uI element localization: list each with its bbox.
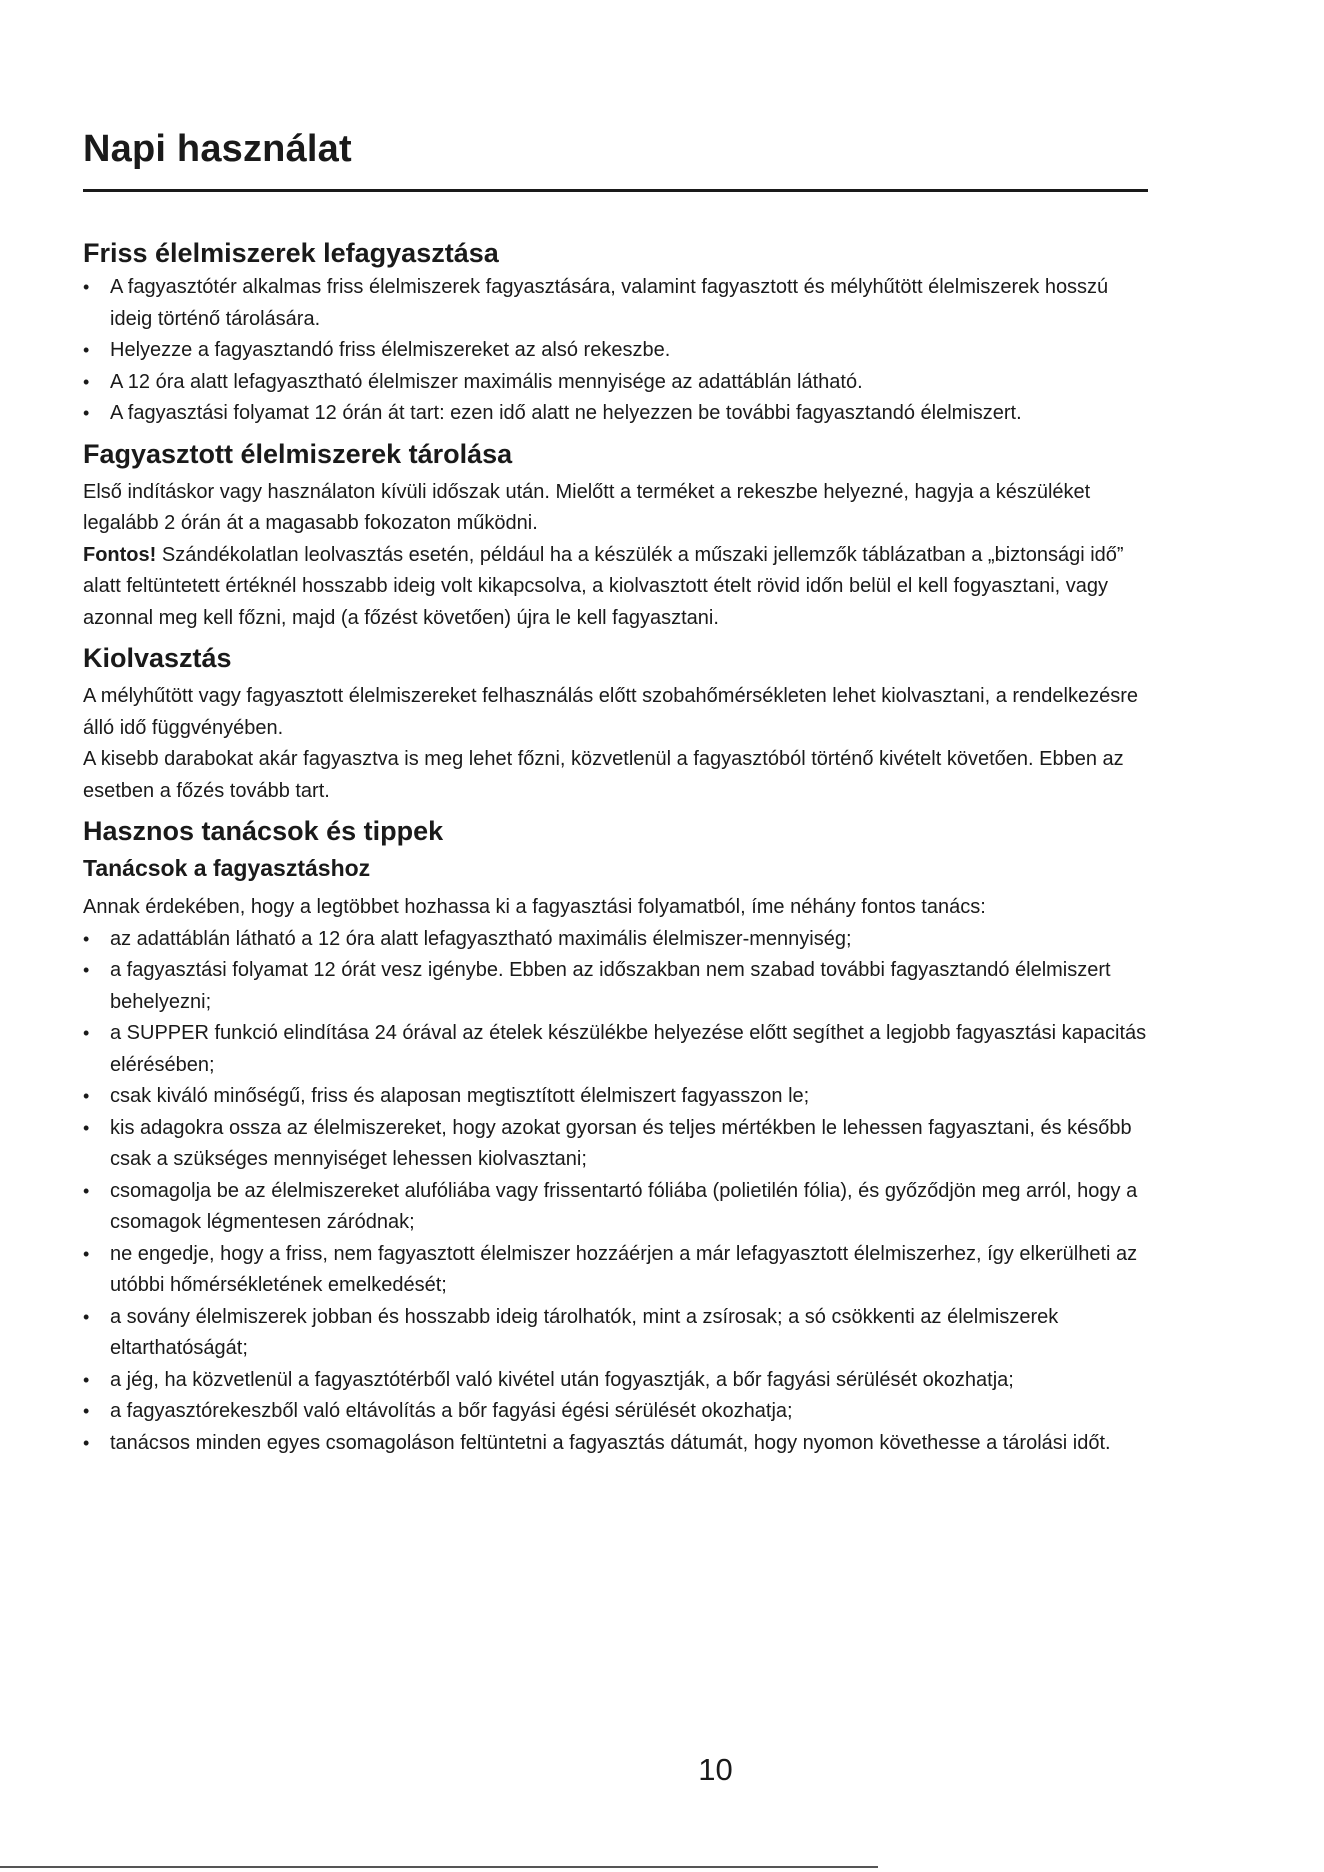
list-item: • a fagyasztási folyamat 12 órát vesz igénybe. Ebben az időszakban nem szabad további fagyasztandó élelmiszert behelyezni; bbox=[83, 955, 1148, 1018]
page-number: 10 bbox=[698, 1752, 733, 1787]
list-item: • csak kiváló minőségű, friss és alaposan megtisztított élelmiszert fagyasszon le; bbox=[83, 1081, 1148, 1113]
list-item: • a jég, ha közvetlenül a fagyasztótérből való kivétel után fogyasztják, a bőr fagyási sérülését okozhatja; bbox=[83, 1365, 1148, 1397]
section-thawing bbox=[83, 639, 1148, 807]
list-item: • tanácsos minden egyes csomagoláson feltüntetni a fagyasztás dátumát, hogy nyomon követhesse a tárolási időt. bbox=[83, 1428, 1148, 1460]
subheading-freezing-tips: Tanácsok a fagyasztáshoz bbox=[83, 855, 371, 881]
storage-paragraph: Első indításkor vagy használaton kívüli időszak után. Mielőtt a terméket a rekeszbe helyezné, hagyja a készüléket legalább 2 órán át a magasabb fokozaton működni. bbox=[83, 480, 1091, 534]
section-heading-fresh: Friss élelmiszerek lefagyasztása bbox=[83, 238, 499, 268]
important-label: Fontos! bbox=[83, 543, 157, 566]
thawing-paragraph-2: A kisebb darabokat akár fagyasztva is meg lehet főzni, közvetlenül a fagyasztóból történő kivételt követően. Ebben az esetben a főzés tovább tart. bbox=[83, 748, 1124, 802]
section-tips bbox=[83, 812, 1148, 1459]
page-title: Napi használat bbox=[83, 128, 352, 170]
list-item: • A fagyasztási folyamat 12 órán át tart: ezen idő alatt ne helyezzen be további fagyasztandó élelmiszert. bbox=[83, 398, 1148, 430]
section-heading-storage: Fagyasztott élelmiszerek tárolása bbox=[83, 438, 513, 469]
thawing-paragraph-1: A mélyhűtött vagy fagyasztott élelmiszereket felhasználás előtt szobahőmérsékleten lehet kiolvasztani, a rendelkezésre álló idő függvényében. bbox=[83, 685, 1138, 739]
section-fresh-freezing bbox=[83, 234, 1148, 430]
list-item: • A fagyasztótér alkalmas friss élelmiszerek fagyasztására, valamint fagyasztott és mélyhűtött élelmiszerek hosszú ideig történő tárolására. bbox=[83, 272, 1148, 335]
section-frozen-storage bbox=[83, 435, 1148, 635]
list-item: • az adattáblán látható a 12 óra alatt lefagyasztható maximális élelmiszer-mennyiség; bbox=[83, 924, 1148, 956]
list-item: • A 12 óra alatt lefagyasztható élelmiszer maximális mennyisége az adattáblán látható. bbox=[83, 367, 1148, 399]
list-item: • csomagolja be az élelmiszereket alufóliába vagy frissentartó fóliába (polietilén fólia), és győződjön meg arról, hogy a csomagok légmentesen záródnak; bbox=[83, 1176, 1148, 1239]
title-divider bbox=[83, 189, 1148, 192]
list-item: • a sovány élelmiszerek jobban és hosszabb ideig tárolhatók, mint a zsírosak; a só csökkenti az élelmiszerek eltarthatóságát; bbox=[83, 1302, 1148, 1365]
storage-important-paragraph bbox=[83, 540, 1148, 635]
list-item: • ne engedje, hogy a friss, nem fagyasztott élelmiszer hozzáérjen a már lefagyasztott élelmiszerhez, így elkerülheti az utóbbi hőmérsékletének emelkedését; bbox=[83, 1239, 1148, 1302]
list-item: • a SUPPER funkció elindítása 24 órával az ételek készülékbe helyezése előtt segíthet a legjobb fagyasztási kapacitás elérésében; bbox=[83, 1018, 1148, 1081]
tips-intro: Annak érdekében, hogy a legtöbbet hozhassa ki a fagyasztási folyamatból, íme néhány fontos tanács: bbox=[83, 896, 986, 918]
section-heading-thawing: Kiolvasztás bbox=[83, 643, 232, 673]
list-item: • kis adagokra ossza az élelmiszereket, hogy azokat gyorsan és teljes mértékben le lehessen fagyasztani, és később csak a szükséges mennyiséget lehessen kiolvasztani; bbox=[83, 1113, 1148, 1176]
footer-divider bbox=[0, 1866, 878, 1868]
fresh-bullet-list bbox=[83, 272, 1148, 430]
section-heading-tips: Hasznos tanácsok és tippek bbox=[83, 816, 444, 846]
tips-bullet-list bbox=[83, 924, 1148, 1460]
list-item: • a fagyasztórekeszből való eltávolítás a bőr fagyási égési sérülését okozhatja; bbox=[83, 1396, 1148, 1428]
important-text: Szándékolatlan leolvasztás esetén, például ha a készülék a műszaki jellemzők táblázatban a „biztonsági idő” alatt feltüntetett értéknél hosszabb ideig volt kikapcsolva, a kiolvasztott ételt rövid időn belül el kell fogyasztani, vagy azonnal meg kell főzni, majd (a főzést követően) újra le kell fagyasztani. bbox=[83, 543, 1124, 629]
page-content bbox=[83, 234, 1148, 1459]
list-item: • Helyezze a fagyasztandó friss élelmiszereket az alsó rekeszbe. bbox=[83, 335, 1148, 367]
